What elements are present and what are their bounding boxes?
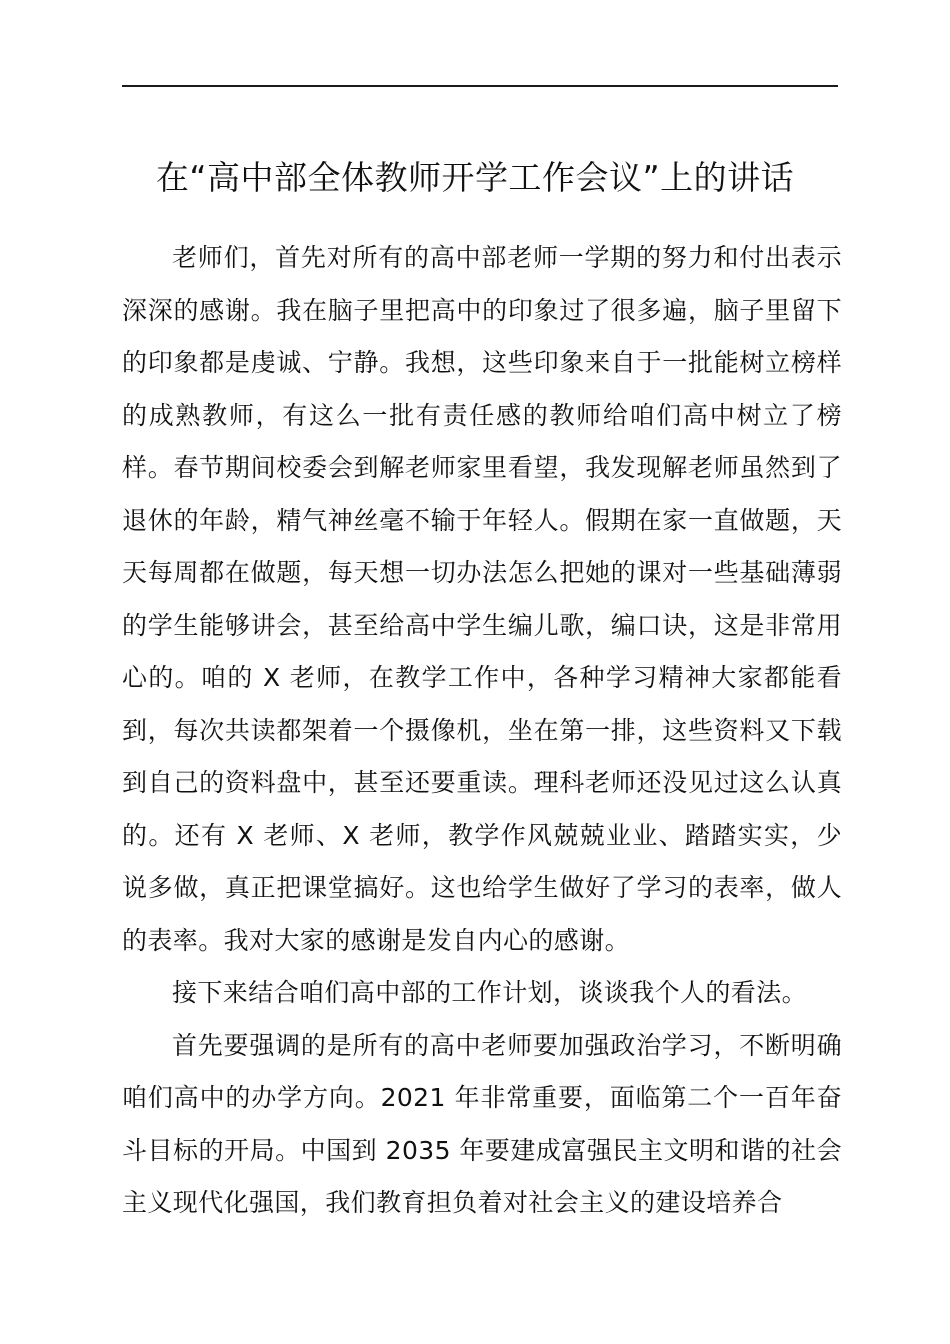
paragraph-gratitude: 老师们，首先对所有的高中部老师一学期的努力和付出表示深深的感谢。我在脑子里把高中的印象过了很多遍，脑子里留下的印象都是虔诚、宁静。我想，这些印象来自于一批能树立榜样的成熟教师，有这么一批有责任感的教师给咱们高中树立了榜样。春节期间校委会到解老师家里看望，我发现解老师虽然到了退休的年龄，精气神丝毫不输于年轻人。假期在家一直做题，天天每周都在做题，每天想一切办法怎么把她的课对一些基础薄弱的学生能够讲会，甚至给高中学生编儿歌，编口诀，这是非常用心的。咱的 X 老师，在教学工作中，各种学习精神大家都能看到，每次共读都架着一个摄像机，坐在第一排，这些资料又下载到自己的资料盘中，甚至还要重读。理科老师还没见过这么认真的。还有 X 老师、X 老师，教学作风兢兢业业、踏踏实实，少说多做，真正把课堂搞好。这也给学生做好了学习的表率，做人的表率。我对大家的感谢是发自内心的感谢。 (122, 243, 842, 955)
header-rule (122, 85, 838, 87)
page-title: 在“高中部全体教师开学工作会议”上的讲话 (155, 158, 795, 197)
document-body (122, 232, 842, 1230)
paragraph-political-study: 首先要强调的是所有的高中老师要加强政治学习，不断明确咱们高中的办学方向。2021 年非常重要，面临第二个一百年奋斗目标的开局。中国到 2035 年要建成富强民主文明和谐的社会主义现代化强国，我们教育担负着对社会主义的建设培养合 (122, 1030, 842, 1217)
paragraph-transition: 接下来结合咱们高中部的工作计划，谈谈我个人的看法。 (172, 978, 808, 1007)
